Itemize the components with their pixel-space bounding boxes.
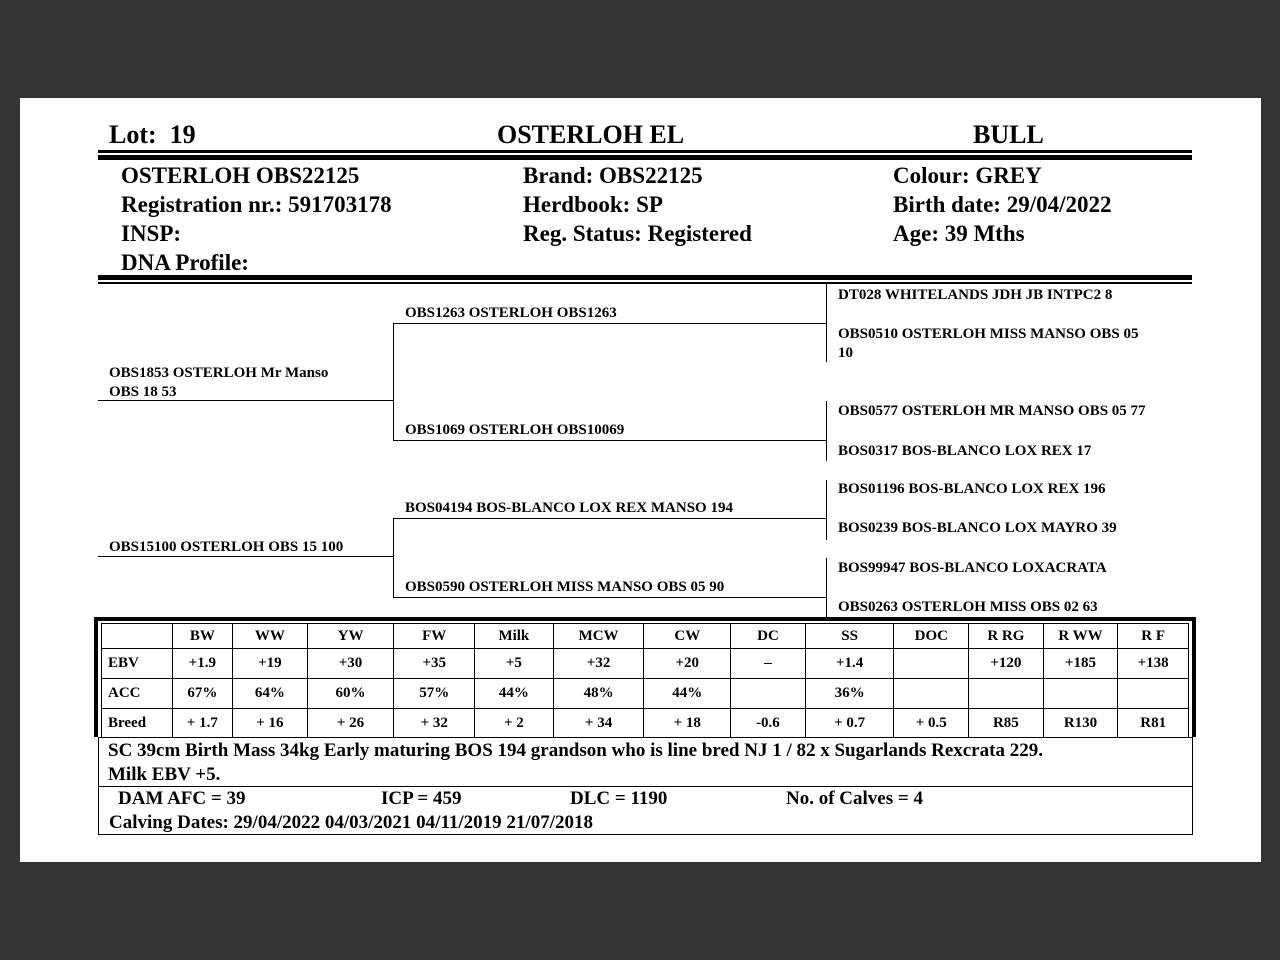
insp-label: INSP: [121, 221, 182, 246]
table-cell: + 32 [394, 709, 475, 738]
dam-line [98, 556, 394, 557]
header-cell: WW [233, 624, 308, 649]
table-cell: 60% [307, 679, 394, 709]
table-cell: +30 [307, 649, 394, 679]
table-cell: +19 [233, 649, 308, 679]
table-cell: + 16 [233, 709, 308, 738]
header-cell: DOC [894, 624, 969, 649]
table-cell: +35 [394, 649, 475, 679]
pedigree-dam-dam: OBS0590 OSTERLOH MISS MANSO OBS 05 90 [405, 579, 725, 595]
ggp-2-line1: OBS0510 OSTERLOH MISS MANSO OBS 05 [838, 326, 1139, 342]
pedigree-sire-dam: OBS1069 OSTERLOH OBS10069 [405, 422, 625, 438]
table-cell [1118, 679, 1189, 709]
icp: ICP = 459 [381, 788, 462, 809]
pedigree-sire-sire: OBS1263 OSTERLOH OBS1263 [405, 305, 617, 321]
table-cell: 44% [475, 679, 554, 709]
table-cell [969, 679, 1044, 709]
comments-line1: SC 39cm Birth Mass 34kg Early maturing BOS 194 grandson who is line bred NJ 1 / 82 x Sugarlands Rexcrata 229. [108, 740, 1043, 761]
comments-line2: Milk EBV +5. [108, 764, 221, 785]
ebv-row [102, 649, 1189, 679]
table-cell: + 18 [644, 709, 731, 738]
table-cell: + 26 [307, 709, 394, 738]
animal-name: OSTERLOH OBS22125 [121, 163, 360, 188]
sex-label: BULL [973, 120, 1044, 149]
table-cell: +20 [644, 649, 731, 679]
header-cell: DC [731, 624, 806, 649]
ebv-frame-left [94, 617, 98, 737]
sire-bracket [393, 323, 394, 441]
brand: Brand: OBS22125 [523, 163, 703, 188]
birth-date: Birth date: 29/04/2022 [893, 192, 1112, 217]
row-label: ACC [102, 679, 173, 709]
table-cell: 64% [233, 679, 308, 709]
table-cell: 44% [644, 679, 731, 709]
ggp-5: BOS01196 BOS-BLANCO LOX REX 196 [838, 481, 1106, 497]
table-cell: R130 [1043, 709, 1118, 738]
ebv-table [101, 623, 1189, 738]
header-cell: MCW [553, 624, 644, 649]
table-cell: + 0.7 [805, 709, 894, 738]
table-cell: R81 [1118, 709, 1189, 738]
table-cell: + 1.7 [172, 709, 233, 738]
dam-stats-box [98, 786, 1193, 835]
ggp-4: BOS0317 BOS-BLANCO LOX REX 17 [838, 443, 1092, 459]
table-cell: +185 [1043, 649, 1118, 679]
row-label: Breed [102, 709, 173, 738]
header-cell: R RG [969, 624, 1044, 649]
header-cell: YW [307, 624, 394, 649]
ebv-frame-top [94, 617, 1196, 621]
ds-bracket [826, 480, 827, 540]
ggp-3: OBS0577 OSTERLOH MR MANSO OBS 05 77 [838, 403, 1146, 419]
dam-dam-line [393, 597, 827, 598]
table-cell [894, 649, 969, 679]
table-cell: – [731, 649, 806, 679]
table-cell: R85 [969, 709, 1044, 738]
dlc: DLC = 1190 [570, 788, 668, 809]
pedigree-dam: OBS15100 OSTERLOH OBS 15 100 [109, 539, 344, 555]
dna-profile-label: DNA Profile: [121, 250, 249, 275]
table-cell: +32 [553, 649, 644, 679]
breed-row [102, 709, 1189, 738]
ggp-1: DT028 WHITELANDS JDH JB INTPC2 8 [838, 287, 1113, 303]
ggp-8: OBS0263 OSTERLOH MISS OBS 02 63 [838, 599, 1098, 615]
header-cell: SS [805, 624, 894, 649]
header-divider [98, 150, 1192, 153]
table-cell: + 2 [475, 709, 554, 738]
reg-status: Reg. Status: Registered [523, 221, 752, 246]
ebv-frame-right [1192, 617, 1196, 737]
info-divider [98, 282, 1192, 284]
table-cell: 67% [172, 679, 233, 709]
colour: Colour: GREY [893, 163, 1042, 188]
sire-sire-line [393, 323, 827, 324]
pedigree-dam-sire: BOS04194 BOS-BLANCO LOX REX MANSO 194 [405, 500, 733, 516]
table-cell: +1.4 [805, 649, 894, 679]
header-cell: R WW [1043, 624, 1118, 649]
herdbook: Herdbook: SP [523, 192, 663, 217]
comments-box [98, 737, 1193, 787]
table-cell [1043, 679, 1118, 709]
dam-sire-line [393, 518, 827, 519]
calving-dates: Calving Dates: 29/04/2022 04/03/2021 04/11/2019 21/07/2018 [109, 812, 593, 833]
animal-title: OSTERLOH EL [497, 120, 685, 149]
table-cell [731, 679, 806, 709]
sire-dam-line [393, 440, 827, 441]
table-cell: +5 [475, 649, 554, 679]
sire-line [98, 400, 394, 401]
table-cell [894, 679, 969, 709]
ggp-2 [838, 325, 1138, 363]
table-cell: + 34 [553, 709, 644, 738]
dd-bracket [826, 558, 827, 618]
registration-number: Registration nr.: 591703178 [121, 192, 392, 217]
ggp-2-line2: 10 [838, 345, 853, 361]
lot-label: Lot: 19 [109, 120, 196, 149]
table-cell: +138 [1118, 649, 1189, 679]
header-cell: BW [172, 624, 233, 649]
table-cell: + 0.5 [894, 709, 969, 738]
dam-afc: DAM AFC = 39 [118, 788, 246, 809]
lot-number: 19 [169, 120, 196, 149]
header-cell: Milk [475, 624, 554, 649]
table-cell: 48% [553, 679, 644, 709]
age: Age: 39 Mths [893, 221, 1025, 246]
table-cell: +120 [969, 649, 1044, 679]
table-cell: -0.6 [731, 709, 806, 738]
header-cell [102, 624, 173, 649]
ss-bracket [826, 284, 827, 362]
ggp-7: BOS99947 BOS-BLANCO LOXACRATA [838, 560, 1107, 576]
info-divider-thick [98, 275, 1192, 280]
ebv-header-row [102, 624, 1189, 649]
table-cell: 36% [805, 679, 894, 709]
row-label: EBV [102, 649, 173, 679]
header-cell: FW [394, 624, 475, 649]
table-cell: +1.9 [172, 649, 233, 679]
header-divider-thick [98, 155, 1192, 160]
table-cell: 57% [394, 679, 475, 709]
dam-bracket [393, 518, 394, 597]
ggp-6: BOS0239 BOS-BLANCO LOX MAYRO 39 [838, 520, 1117, 536]
sd-bracket [826, 401, 827, 461]
sire-line2: OBS 18 53 [109, 384, 177, 400]
header-cell: R F [1118, 624, 1189, 649]
header-cell: CW [644, 624, 731, 649]
acc-row [102, 679, 1189, 709]
pedigree-sire [109, 364, 328, 402]
sire-line1: OBS1853 OSTERLOH Mr Manso [109, 365, 329, 381]
no-of-calves: No. of Calves = 4 [786, 788, 923, 809]
